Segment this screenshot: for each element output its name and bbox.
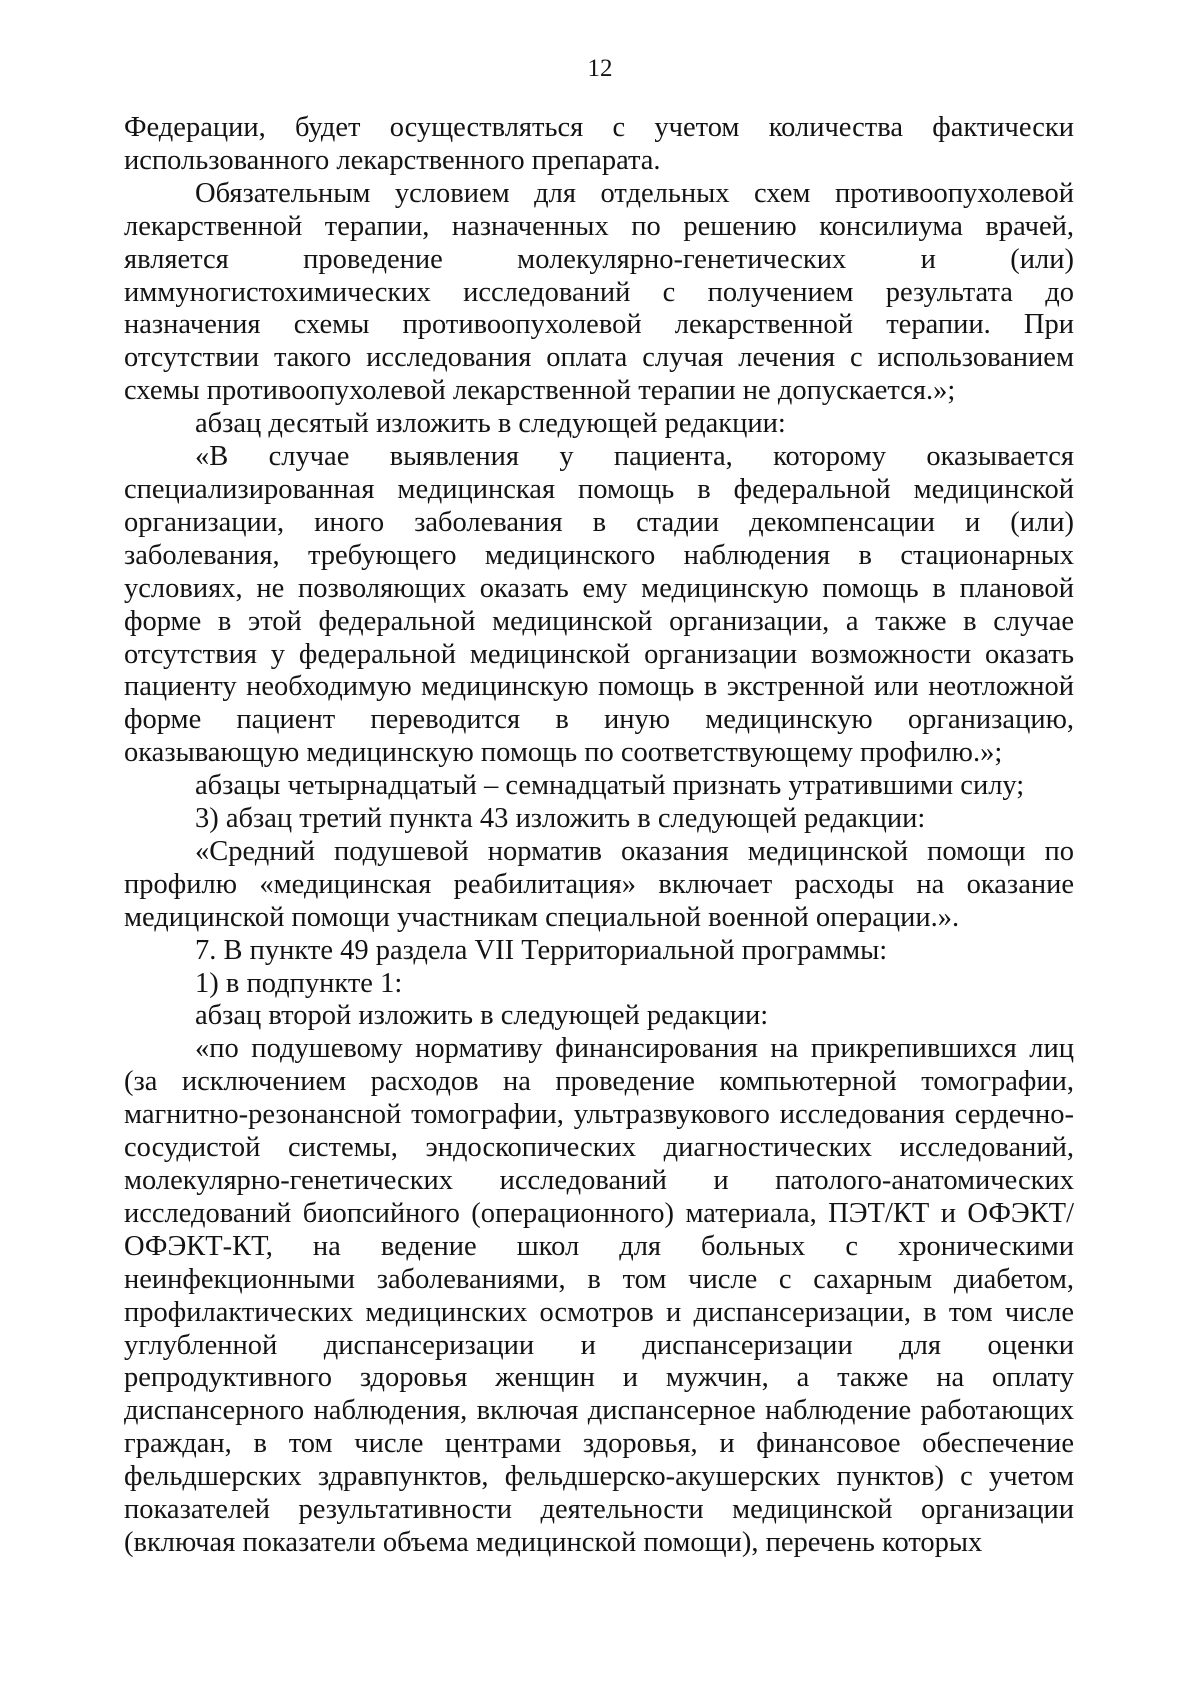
paragraph: Федерации, будет осуществляться с учетом количества фактически использованного лекарственного препарата. [124,112,1074,176]
document-body [124,112,1074,1560]
paragraph: 7. В пункте 49 раздела VII Территориальной программы: [195,934,888,966]
paragraph: «по подушевому нормативу финансирования на прикрепившихся лиц (за исключением расходов на проведение компьютерной томографии, магнитно-резонансной томографии, ультразвукового исследования сердечно-сосудистой системы, эндоскопических диагностических исследований, молекулярно-генетических исследований и патолого-анатомических исследований биопсийного (операционного) материала, ПЭТ/КТ и ОФЭКТ/ОФЭКТ-КТ, на ведение школ для больных с хроническими неинфекционными заболеваниями, в том числе с сахарным диабетом, профилактических медицинских осмотров и диспансеризации, в том числе углубленной диспансеризации и диспансеризации для оценки репродуктивного здоровья женщин и мужчин, а также на оплату диспансерного наблюдения, включая диспансерное наблюдение работающих граждан, в том числе центрами здоровья, и финансовое обеспечение фельдшерских здравпунктов, фельдшерско-акушерских пунктов) с учетом показателей результативности деятельности медицинской организации (включая показатели объема медицинской помощи), перечень которых [124,1033,1074,1558]
paragraph: абзац второй изложить в следующей редакции: [195,1000,769,1032]
paragraph: абзац десятый изложить в следующей редакции: [195,408,786,440]
paragraph: «Средний подушевой норматив оказания медицинской помощи по профилю «медицинская реабилитация» включает расходы на оказание медицинской помощи участникам специальной военной операции.». [124,835,1074,933]
paragraph: абзацы четырнадцатый – семнадцатый признать утратившими силу; [195,770,1025,802]
paragraph: Обязательным условием для отдельных схем противоопухолевой лекарственной терапии, назначенных по решению консилиума врачей, является проведение молекулярно-генетических и (или) иммуногистохимических исследований с получением результата до назначения схемы противоопухолевой лекарственной терапии. При отсутствии такого исследования оплата случая лечения с использованием схемы противоопухолевой лекарственной терапии не допускается.»; [124,177,1074,407]
paragraph: 1) в подпункте 1: [195,967,403,999]
page-number: 12 [587,55,613,82]
paragraph: 3) абзац третий пункта 43 изложить в следующей редакции: [195,803,926,835]
paragraph: «В случае выявления у пациента, которому оказывается специализированная медицинская помощь в федеральной медицинской организации, иного заболевания в стадии декомпенсации и (или) заболевания, требующего медицинского наблюдения в стационарных условиях, не позволяющих оказать ему медицинскую помощь в плановой форме в этой федеральной медицинской организации, а также в случае отсутствия у федеральной медицинской организации возможности оказать пациенту необходимую медицинскую помощь в экстренной или неотложной форме пациент переводится в иную медицинскую организацию, оказывающую медицинскую помощь по соответствующему профилю.»; [124,441,1074,769]
